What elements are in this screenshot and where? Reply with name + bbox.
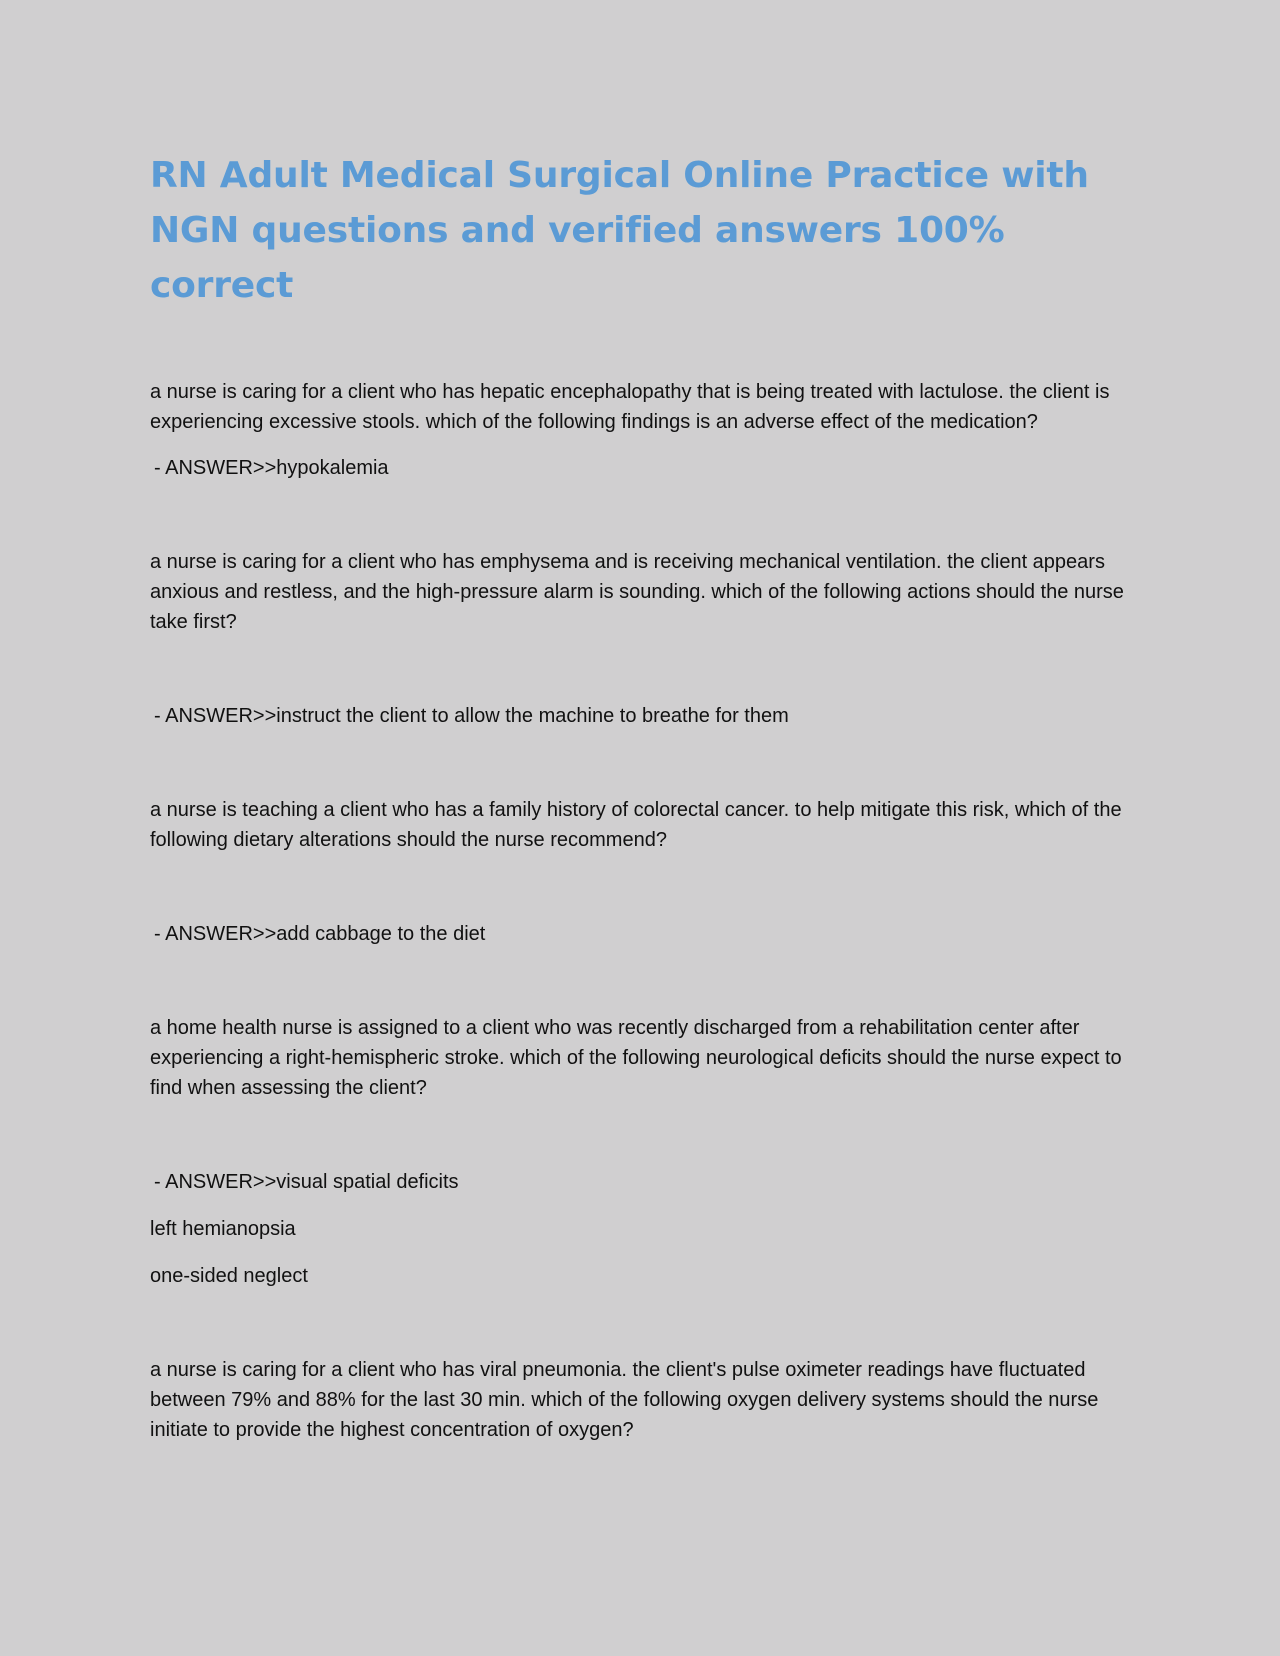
answer-text: - ANSWER>>add cabbage to the diet	[154, 923, 486, 945]
answer-text: - ANSWER>>instruct the client to allow the machine to breathe for them	[154, 705, 789, 727]
question-text: a nurse is caring for a client who has emphysema and is receiving mechanical ventilation. the client appears anxious and restless, and the high-pressure alarm is sounding. which of the following actions should the nurse take first?	[150, 551, 1124, 633]
question-text: a nurse is caring for a client who has viral pneumonia. the client's pulse oximeter readings have fluctuated between 79% and 88% for the last 30 min. which of the following oxygen delivery systems should the nurse initiate to provide the highest concentration of oxygen?	[150, 1359, 1099, 1441]
qa-list	[150, 377, 1140, 1445]
answer-extra-line: one-sided neglect	[150, 1265, 308, 1287]
question-text: a home health nurse is assigned to a client who was recently discharged from a rehabilitation center after experiencing a right-hemispheric stroke. which of the following neurological deficits should the nurse expect to find when assessing the client?	[150, 1017, 1122, 1099]
qa-item	[150, 547, 1140, 731]
qa-item	[150, 377, 1140, 483]
document-page	[150, 148, 1140, 1445]
document-title: RN Adult Medical Surgical Online Practice with NGN questions and verified answers 100% correct	[150, 155, 1089, 306]
answer-extra-line: left hemianopsia	[150, 1218, 296, 1240]
answer-text: - ANSWER>>hypokalemia	[154, 457, 389, 479]
qa-item	[150, 795, 1140, 949]
qa-item	[150, 1355, 1140, 1445]
question-text: a nurse is caring for a client who has hepatic encephalopathy that is being treated with lactulose. the client is experiencing excessive stools. which of the following findings is an adverse effect of the medication?	[150, 381, 1110, 433]
answer-text: - ANSWER>>visual spatial deficits	[154, 1171, 459, 1193]
qa-item	[150, 1013, 1140, 1291]
question-text: a nurse is teaching a client who has a family history of colorectal cancer. to help mitigate this risk, which of the following dietary alterations should the nurse recommend?	[150, 799, 1122, 851]
